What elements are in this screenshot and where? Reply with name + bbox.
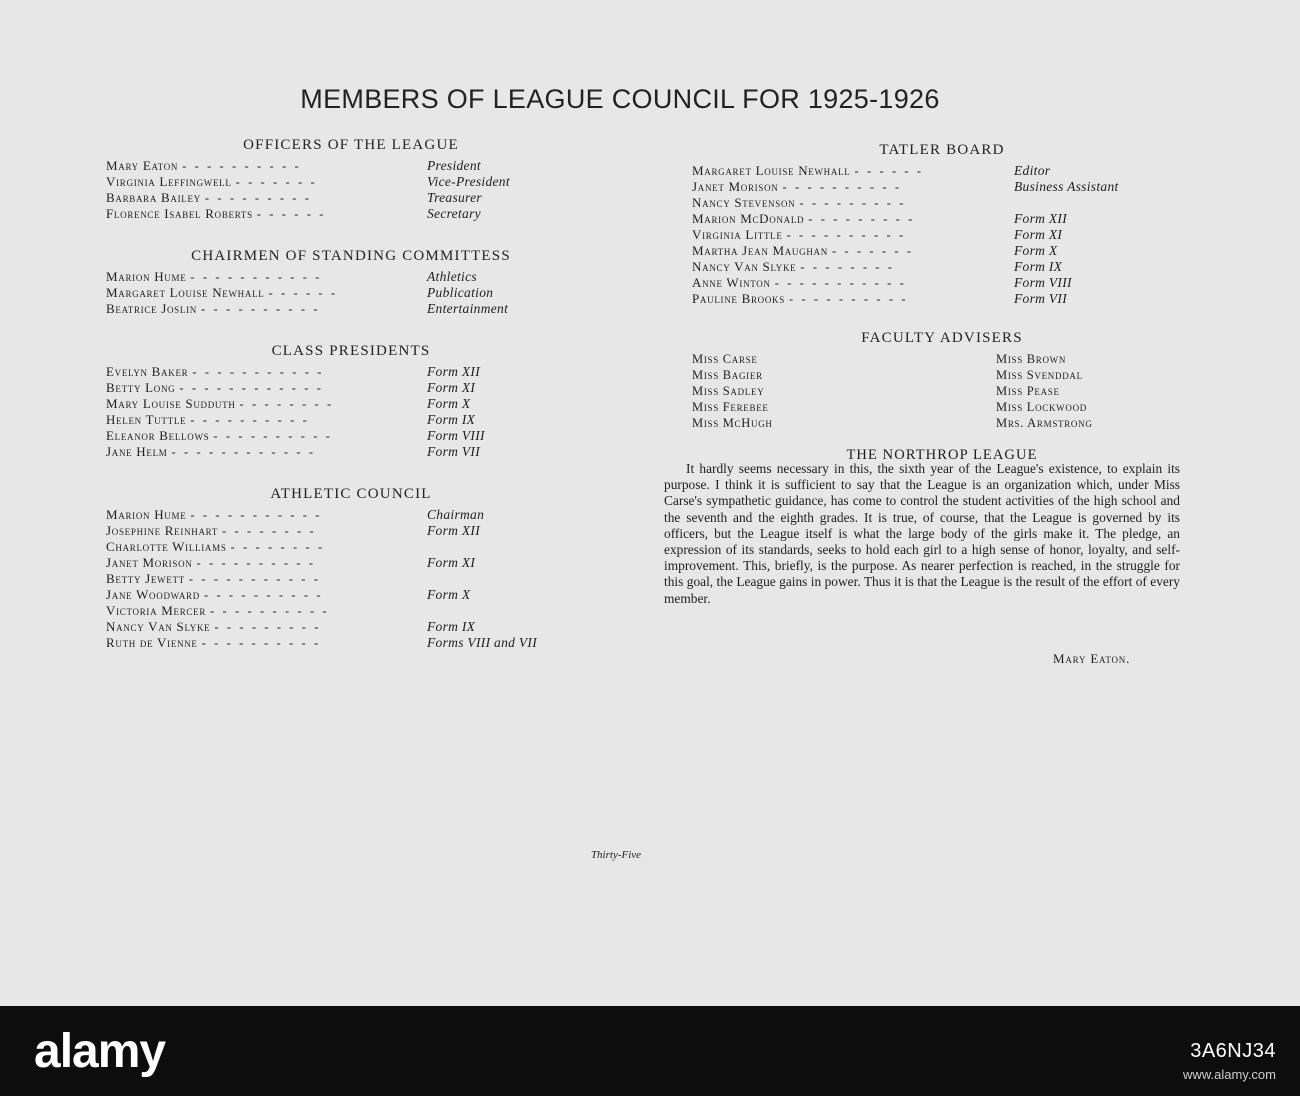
roster-row: [692, 291, 1192, 307]
leader-dashes: - - - - - -: [268, 286, 338, 300]
alamy-logo: alamy: [34, 1025, 166, 1078]
leader-dashes: - - - - - - - -: [222, 524, 317, 538]
member-name: Virginia Little: [692, 227, 783, 242]
member-name: Mary Louise Sudduth: [106, 396, 236, 411]
section-heading: ATHLETIC COUNCIL: [270, 486, 432, 502]
leader-dashes: - - - - - - - - - -: [786, 228, 906, 242]
chairmen-section: [106, 245, 596, 317]
member-role: Entertainment: [427, 301, 509, 316]
member-name: Florence Isabel Roberts: [106, 206, 253, 221]
member-name: Janet Morison: [692, 179, 779, 194]
member-name: Charlotte Williams: [106, 539, 227, 554]
roster: [106, 507, 596, 651]
member-name: Margaret Louise Newhall: [106, 285, 265, 300]
member-role: Secretary: [427, 206, 481, 221]
leader-dashes: - - - - - - - - - -: [210, 604, 330, 618]
roster-row: [106, 603, 596, 619]
class-presidents-section: [106, 340, 596, 460]
roster-row: [692, 243, 1192, 259]
member-name: Mary Eaton: [106, 158, 179, 173]
left-column: [106, 134, 596, 651]
member-name: Barbara Bailey: [106, 190, 201, 205]
member-name: Pauline Brooks: [692, 291, 785, 306]
leader-dashes: - - - - - -: [854, 164, 924, 178]
member-role: Form XI: [1014, 227, 1063, 242]
member-role: Business Assistant: [1014, 179, 1119, 194]
member-role: Form VIII: [427, 428, 485, 443]
roster-row: [106, 412, 596, 428]
leader-dashes: - - - - - - - - - - -: [192, 365, 324, 379]
member-role: Vice-President: [427, 174, 510, 189]
faculty-column-right: [996, 351, 1093, 431]
member-role: Form XII: [1014, 211, 1068, 226]
faculty-advisers-section: [692, 327, 1192, 433]
roster-row: [106, 190, 596, 206]
faculty-name: Miss Carse: [692, 352, 758, 366]
leader-dashes: - - - - - - - -: [800, 260, 895, 274]
faculty-name: Miss Sadley: [692, 384, 765, 398]
leader-dashes: - - - - - - - - -: [799, 196, 907, 210]
roster-row: [106, 635, 596, 651]
member-name: Eleanor Bellows: [106, 428, 210, 443]
leader-dashes: - - - - - - - - - - -: [190, 508, 323, 522]
section-heading: OFFICERS OF THE LEAGUE: [243, 137, 459, 153]
faculty-name: Miss Svenddal: [996, 368, 1083, 382]
tatler-board-section: [692, 139, 1192, 307]
member-name: Victoria Mercer: [106, 603, 207, 618]
image-id-label: 3A6NJ34: [1190, 1040, 1276, 1062]
roster-row: [692, 195, 1192, 211]
member-name: Helen Tuttle: [106, 412, 187, 427]
leader-dashes: - - - - - - - - - -: [201, 636, 321, 650]
athletic-council-section: [106, 483, 596, 651]
member-role: Form XII: [427, 364, 481, 379]
roster-row: [106, 158, 596, 174]
member-role: Chairman: [427, 507, 485, 522]
faculty-name: Miss Pease: [996, 384, 1060, 398]
member-name: Nancy Stevenson: [692, 195, 796, 210]
member-role: Editor: [1014, 163, 1051, 178]
roster-row: [106, 507, 596, 523]
member-role: President: [427, 158, 481, 173]
roster: [106, 269, 596, 317]
member-role: Athletics: [427, 269, 477, 284]
leader-dashes: - - - - - - - - - -: [213, 429, 333, 443]
faculty-name: Miss McHugh: [692, 416, 773, 430]
member-role: Form IX: [427, 619, 476, 634]
member-role: Forms VIII and VII: [427, 635, 537, 650]
site-url-label: www.alamy.com: [1183, 1067, 1276, 1082]
roster-row: [106, 619, 596, 635]
roster-row: [106, 396, 596, 412]
member-role: Form VIII: [1014, 275, 1072, 290]
section-heading: FACULTY ADVISERS: [861, 330, 1023, 346]
roster-row: [106, 539, 596, 555]
section-heading: CHAIRMEN OF STANDING COMMITTESS: [191, 248, 511, 264]
faculty-name: Miss Lockwood: [996, 400, 1087, 414]
member-name: Marion Hume: [106, 269, 187, 284]
leader-dashes: - - - - - -: [256, 207, 326, 221]
section-heading: THE NORTHROP LEAGUE: [846, 447, 1038, 463]
leader-dashes: - - - - - - -: [235, 175, 318, 189]
essay-signature: Mary Eaton.: [1053, 651, 1131, 666]
member-role: Form VII: [1014, 291, 1068, 306]
faculty-name: Miss Bagier: [692, 368, 763, 382]
page-number: Thirty-Five: [590, 849, 642, 861]
right-column: [692, 139, 1192, 465]
member-role: Form X: [427, 396, 471, 411]
roster-row: [106, 301, 596, 317]
roster-row: [106, 555, 596, 571]
roster-row: [106, 571, 596, 587]
roster-row: [692, 211, 1192, 227]
roster-row: [692, 163, 1192, 179]
leader-dashes: - - - - - - - - - - - -: [171, 445, 316, 459]
roster: [106, 364, 596, 460]
northrop-league-essay: It hardly seems necessary in this, the sixth year of the League's existence, to explain its purpose. I think it is sufficient to say that the League is an organization which, under Miss Carse's sympathetic guidance, has come to control the student activities of the high school and the seventh and the eighth grades. It is true, of course, that the League is governed by its officers, but the League itself is what the large body of the girls make it. The pledge, an expression of its standards, seeks to hold each girl to a high sense of honor, loyalty, and self-improvement. This, briefly, is the purpose. As nearer perfection is reached, in the struggle for this goal, the League gains in power. Thus it is that the League is the result of the effort of every member.: [664, 461, 1180, 606]
roster-row: [106, 380, 596, 396]
member-name: Martha Jean Maughan: [692, 243, 828, 258]
member-name: Betty Jewett: [106, 571, 185, 586]
faculty-grid: [692, 351, 1192, 433]
roster-row: [106, 285, 596, 301]
roster-row: [106, 269, 596, 285]
roster-row: [692, 275, 1192, 291]
section-heading: CLASS PRESIDENTS: [271, 343, 431, 359]
leader-dashes: - - - - - - - - - -: [200, 302, 321, 316]
leader-dashes: - - - - - - - - -: [808, 212, 915, 226]
member-role: Treasurer: [427, 190, 482, 205]
roster-row: [106, 444, 596, 460]
leader-dashes: - - - - - - - - - -: [788, 292, 909, 306]
leader-dashes: - - - - - - - - -: [214, 620, 322, 634]
member-name: Ruth de Vienne: [106, 635, 198, 650]
section-heading: TATLER BOARD: [879, 142, 1005, 158]
leader-dashes: - - - - - - - - - -: [182, 159, 302, 173]
faculty-name: Miss Brown: [996, 352, 1067, 366]
faculty-column-left: [692, 351, 773, 431]
page-title: MEMBERS OF LEAGUE COUNCIL FOR 1925-1926: [300, 84, 940, 114]
member-role: Form XI: [427, 380, 476, 395]
roster-row: [692, 227, 1192, 243]
member-name: Marion McDonald: [692, 211, 805, 226]
leader-dashes: - - - - - - - - - - -: [774, 276, 907, 290]
member-name: Anne Winton: [692, 275, 771, 290]
roster-row: [106, 364, 596, 380]
watermark-band: [0, 1006, 1300, 1096]
leader-dashes: - - - - - - - - -: [204, 191, 312, 205]
member-role: Form IX: [1014, 259, 1063, 274]
member-name: Janet Morison: [106, 555, 193, 570]
roster-row: [106, 587, 596, 603]
leader-dashes: - - - - - - - - - - -: [190, 270, 323, 284]
leader-dashes: - - - - - - - - - -: [782, 180, 902, 194]
faculty-name: Miss Ferebee: [692, 400, 769, 414]
member-name: Betty Long: [106, 380, 176, 395]
leader-dashes: - - - - - - - - - - - -: [179, 381, 324, 395]
roster: [692, 163, 1192, 307]
member-role: Form X: [1014, 243, 1058, 258]
leader-dashes: - - - - - - - - - - -: [188, 572, 321, 586]
member-name: Virginia Leffingwell: [106, 174, 232, 189]
leader-dashes: - - - - - - - - - -: [203, 588, 324, 602]
roster-row: [106, 174, 596, 190]
member-role: Publication: [427, 285, 494, 300]
member-name: Nancy Van Slyke: [692, 259, 797, 274]
roster-row: [106, 206, 596, 222]
roster-row: [106, 428, 596, 444]
roster-row: [106, 523, 596, 539]
member-name: Margaret Louise Newhall: [692, 163, 851, 178]
member-name: Jane Helm: [106, 444, 168, 459]
member-name: Josephine Reinhart: [106, 523, 219, 538]
member-name: Beatrice Joslin: [106, 301, 197, 316]
member-name: Marion Hume: [106, 507, 187, 522]
officers-section: [106, 134, 596, 222]
member-name: Jane Woodward: [106, 587, 200, 602]
member-name: Evelyn Baker: [106, 364, 189, 379]
member-role: Form X: [427, 587, 471, 602]
faculty-name: Mrs. Armstrong: [996, 416, 1093, 430]
leader-dashes: - - - - - - - -: [230, 540, 325, 554]
member-name: Nancy Van Slyke: [106, 619, 211, 634]
roster-row: [692, 179, 1192, 195]
roster: [106, 158, 596, 222]
leader-dashes: - - - - - - - - - -: [190, 413, 310, 427]
roster-row: [692, 259, 1192, 275]
leader-dashes: - - - - - - -: [831, 244, 914, 258]
member-role: Form XI: [427, 555, 476, 570]
leader-dashes: - - - - - - - -: [239, 397, 334, 411]
leader-dashes: - - - - - - - - - -: [196, 556, 316, 570]
member-role: Form IX: [427, 412, 476, 427]
member-role: Form VII: [427, 444, 481, 459]
member-role: Form XII: [427, 523, 481, 538]
